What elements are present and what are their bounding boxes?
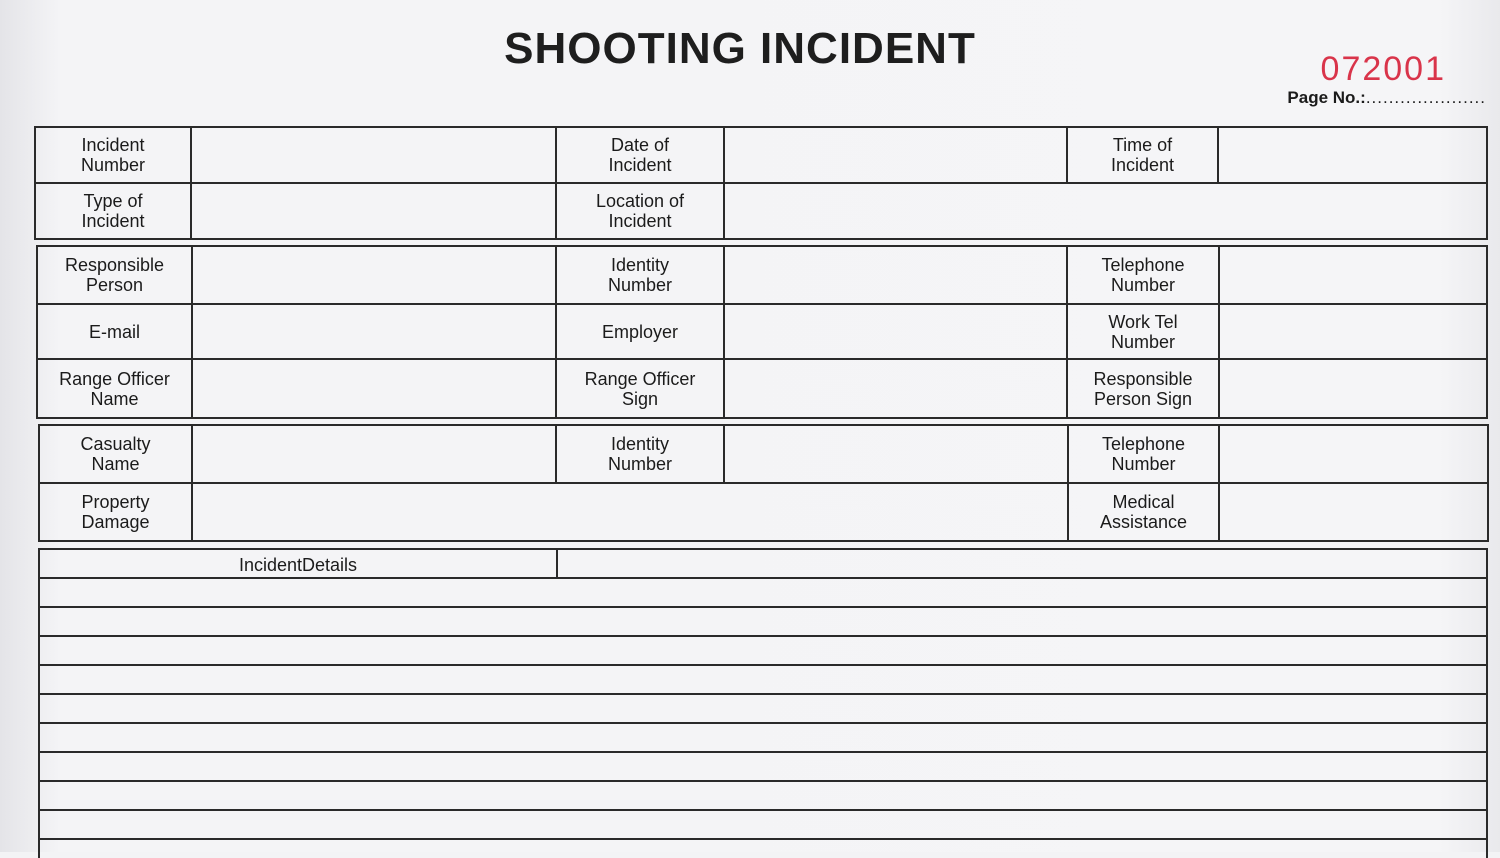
page-number-label: Page No.:	[1287, 88, 1366, 107]
email-field[interactable]	[192, 304, 556, 359]
telephone-number-label: Telephone Number	[1067, 246, 1219, 304]
writing-line	[40, 664, 1486, 666]
writing-line	[40, 780, 1486, 782]
telephone-number-field[interactable]	[1219, 246, 1487, 304]
casualty-name-field[interactable]	[192, 425, 556, 483]
medical-assistance-label: Medical Assistance	[1068, 483, 1219, 541]
serial-number: 072001	[1320, 50, 1446, 88]
responsible-person-sign-label: Responsible Person Sign	[1067, 359, 1219, 418]
page-number-blank: .....................	[1365, 88, 1486, 107]
range-officer-sign-label: Range Officer Sign	[556, 359, 724, 418]
time-of-incident-label: Time of Incident	[1067, 127, 1218, 183]
page-number-field[interactable]	[1287, 88, 1486, 108]
work-tel-number-label: Work Tel Number	[1067, 304, 1219, 359]
incident-number-field[interactable]	[191, 127, 556, 183]
identity-number-label: Identity Number	[556, 246, 724, 304]
casualty-identity-number-label: Identity Number	[556, 425, 724, 483]
responsible-person-label: Responsible Person	[37, 246, 192, 304]
time-of-incident-field[interactable]	[1218, 127, 1487, 183]
responsible-person-section	[36, 245, 1488, 419]
date-of-incident-field[interactable]	[724, 127, 1067, 183]
casualty-telephone-number-label: Telephone Number	[1068, 425, 1219, 483]
date-of-incident-label: Date of Incident	[556, 127, 724, 183]
employer-field[interactable]	[724, 304, 1067, 359]
identity-number-field[interactable]	[724, 246, 1067, 304]
responsible-person-field[interactable]	[192, 246, 556, 304]
type-of-incident-field[interactable]	[191, 183, 556, 239]
form-title: SHOOTING INCIDENT	[504, 24, 976, 73]
type-of-incident-label: Type of Incident	[35, 183, 191, 239]
property-damage-field[interactable]	[192, 483, 1068, 541]
incident-number-label: Incident Number	[35, 127, 191, 183]
writing-line	[40, 838, 1486, 840]
casualty-identity-number-field[interactable]	[724, 425, 1068, 483]
responsible-person-sign-field[interactable]	[1219, 359, 1487, 418]
writing-line	[40, 722, 1486, 724]
range-officer-sign-field[interactable]	[724, 359, 1067, 418]
employer-label: Employer	[556, 304, 724, 359]
casualty-section	[38, 424, 1489, 542]
incident-details-area[interactable]	[38, 548, 1488, 858]
location-of-incident-label: Location of Incident	[556, 183, 724, 239]
property-damage-label: Property Damage	[39, 483, 192, 541]
email-label: E-mail	[37, 304, 192, 359]
medical-assistance-field[interactable]	[1219, 483, 1488, 541]
writing-line	[40, 751, 1486, 753]
range-officer-name-field[interactable]	[192, 359, 556, 418]
writing-line	[40, 577, 1486, 579]
writing-line	[40, 693, 1486, 695]
casualty-name-label: Casualty Name	[39, 425, 192, 483]
location-of-incident-field[interactable]	[724, 183, 1487, 239]
casualty-telephone-number-field[interactable]	[1219, 425, 1488, 483]
writing-line	[40, 635, 1486, 637]
writing-line	[40, 606, 1486, 608]
incident-details-heading: IncidentDetails	[40, 550, 558, 578]
work-tel-number-field[interactable]	[1219, 304, 1487, 359]
range-officer-name-label: Range Officer Name	[37, 359, 192, 418]
writing-line	[40, 809, 1486, 811]
incident-section	[34, 126, 1488, 240]
